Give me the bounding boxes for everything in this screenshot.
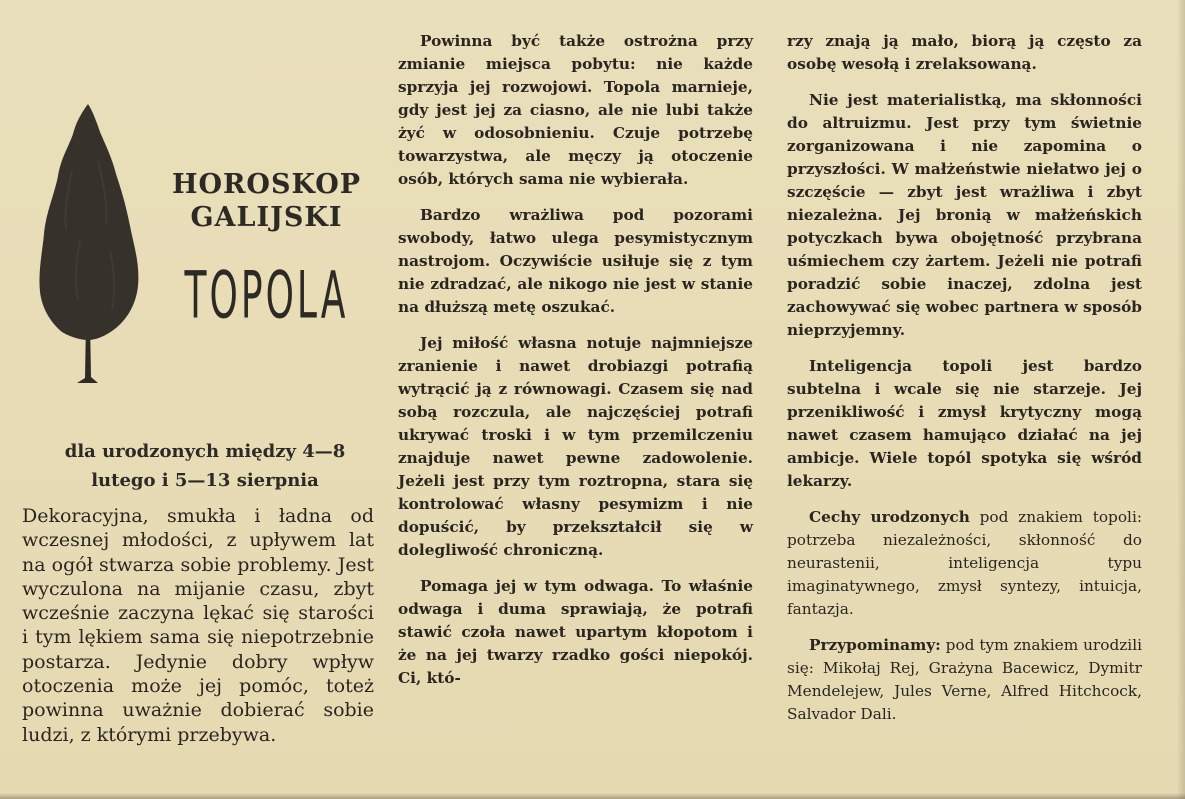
traits-text: pod znakiem topoli: potrzeba niezależności, skłonność do neurastenii, inteligencja typu imaginatywnego, zmysł syntezy, intuicja, fantazja. bbox=[787, 508, 1142, 618]
left-column bbox=[14, 0, 374, 799]
col3-paragraph-3: Inteligencja topoli jest bardzo subtelna i wcale się nie starzeje. Jej przenikliwość i zmysł krytyczny mogą nawet czasem hamująco działać na jej ambicje. Wiele topól spotyka się wśród lekarzy. bbox=[787, 357, 1142, 490]
col3-reminder-paragraph bbox=[787, 634, 1142, 726]
col3-paragraph-2: Nie jest materialistką, ma skłonności do altruizmu. Jest przy tym świetnie zorganizowana i nie zapomina o przyszłości. W małżeństwie niełatwo jej o szczęście — zbyt jest wrażliwa i zbyt niezależna. Jej bronią w małżeńskich potyczkach bywa obojętność przybrana uśmiechem czy żartem. Jeżeli nie potrafi poradzić sobie inaczej, zdolna jest zachowywać się wobec partnera w sposób nieprzyjemny. bbox=[787, 91, 1142, 339]
col3-traits-paragraph bbox=[787, 506, 1142, 621]
intro-paragraph: Dekoracyjna, smukła i ładna od wczesnej młodości, z upływem lat na ogół stwarza sobie problemy. Jest wyczulona na mijanie czasu, zbyt wcześnie zaczyna lękać się starości i tym lękiem sama się niepotrzebnie postarza. Jedynie dobry wpływ otoczenia może jej pomóc, toteż powinna uważnie dobierać sobie ludzi, z którymi przebywa. bbox=[22, 505, 374, 746]
col2-paragraph-2: Bardzo wrażliwa pod pozorami swobody, łatwo ulega pesymistycznym nastrojom. Oczywiście usiłuje się z tym nie zdradzać, ale nikogo nie jest w stanie na dłuższą metę oszukać. bbox=[398, 206, 753, 316]
sign-name: TOPOLA bbox=[184, 257, 349, 334]
title-line-1: HOROSKOP bbox=[171, 169, 362, 200]
poplar-tree-icon bbox=[28, 100, 148, 390]
col2-paragraph-3: Jej miłość własna notuje najmniejsze zranienie i nawet drobiazgi potrafią wytrącić ją z równowagi. Czasem się nad sobą rozczula, ale najczęściej potrafi ukrywać troski i w tym przemilczeniu znajduje nawet pewne zadowolenie. Jeżeli jest przy tym roztropna, stara się kontrolować własny pesymizm i nie dopuścić, by przekształcił się w dolegliwość chroniczną. bbox=[398, 334, 753, 559]
column-2 bbox=[398, 30, 753, 690]
col3-continuation: rzy znają ją mało, biorą ją często za osobę wesołą i zrelaksowaną. bbox=[787, 32, 1142, 73]
traits-label: Cechy urodzonych bbox=[809, 508, 970, 526]
reminder-text: pod tym znakiem urodzili się: Mikołaj Rej, Grażyna Bacewicz, Dymitr Mendelejew, Jules Verne, Alfred Hitchcock, Salvador Dali. bbox=[787, 636, 1142, 723]
reminder-label: Przypominamy: bbox=[809, 636, 941, 654]
column-3 bbox=[787, 30, 1142, 726]
title-block bbox=[154, 168, 379, 334]
page-edge-shadow bbox=[1177, 0, 1185, 799]
col2-paragraph-1: Powinna być także ostrożna przy zmianie miejsca pobytu: nie każde sprzyja jej rozwojowi. Topola marnieje, gdy jest jej za ciasno, ale nie lubi także żyć w odosobnieniu. Czuje potrzebę towarzystwa, ale męczy ją otoczenie osób, których sama nie wybierała. bbox=[398, 32, 753, 188]
title-line-2: GALIJSKI bbox=[190, 202, 343, 233]
bottom-shadow bbox=[0, 793, 1185, 799]
subtitle-line-1: dla urodzonych między 4—8 bbox=[64, 441, 346, 462]
subtitle-line-2: lutego i 5—13 sierpnia bbox=[91, 470, 319, 491]
col2-paragraph-4: Pomaga jej w tym odwaga. To właśnie odwaga i duma sprawiają, że potrafi stawić czoła nawet upartym kłopotom i że na jej twarzy rzadko gości niepokój. Ci, któ- bbox=[398, 577, 753, 687]
birth-dates-subtitle bbox=[44, 437, 366, 495]
